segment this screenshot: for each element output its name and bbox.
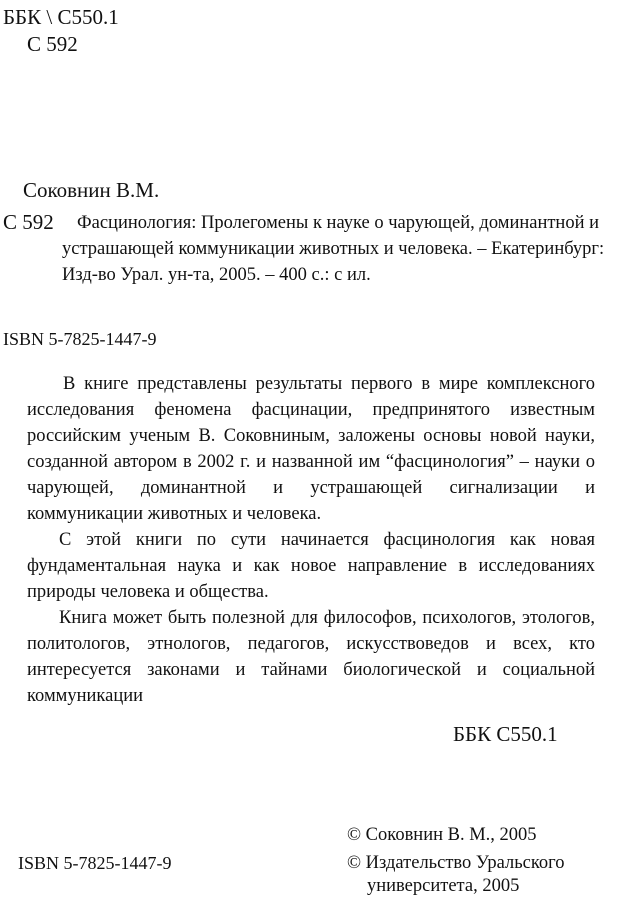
isbn-bottom: ISBN 5-7825-1447-9: [18, 853, 172, 873]
annotation-block: [27, 371, 595, 709]
copyright-publisher-line-2: университета, 2005: [367, 876, 520, 896]
bibliographic-line-1: Фасцинология: Пролегомены к науке о чарующей, доминантной и: [77, 213, 600, 233]
bbk-index-bottom: ББК С550.1: [453, 722, 558, 746]
copyright-author: © Соковнин В. М., 2005: [347, 825, 537, 845]
copyright-publisher-line-1: © Издательство Уральского: [347, 853, 565, 873]
author-name: Соковнин В.М.: [23, 178, 160, 202]
annotation-paragraph-1: В книге представлены результаты первого в мире комплексного исследования феномена фасцинации, предпринятого известным российским ученым В. Соковниным, заложены основы новой науки, созданной автором в 2002 г. и названной им “фасцинология” – науки о чарующей, доминантной и устрашающей сигнализации и коммуникации животных и человека.: [27, 374, 595, 524]
bibliographic-line-3: Изд-во Урал. ун-та, 2005. – 400 с.: с ил.: [62, 265, 371, 285]
isbn-top: ISBN 5-7825-1447-9: [3, 329, 157, 349]
author-mark-top: С 592: [27, 32, 78, 56]
annotation-paragraph-3: Книга может быть полезной для философов, психологов, этологов, политологов, этнологов, педагогов, искусствоведов и всех, кто интересуется законами и тайнами биологической и социальной коммуникации: [27, 608, 595, 706]
annotation-paragraph-2: С этой книги по сути начинается фасцинология как новая фундаментальная наука и как новое направление в исследованиях природы человека и общества.: [27, 530, 595, 602]
author-mark-code: С 592: [3, 210, 54, 234]
bbk-index-top: ББК \ С550.1: [3, 5, 119, 29]
bibliographic-line-2: устрашающей коммуникации животных и человека. – Екатеринбург:: [62, 239, 605, 259]
